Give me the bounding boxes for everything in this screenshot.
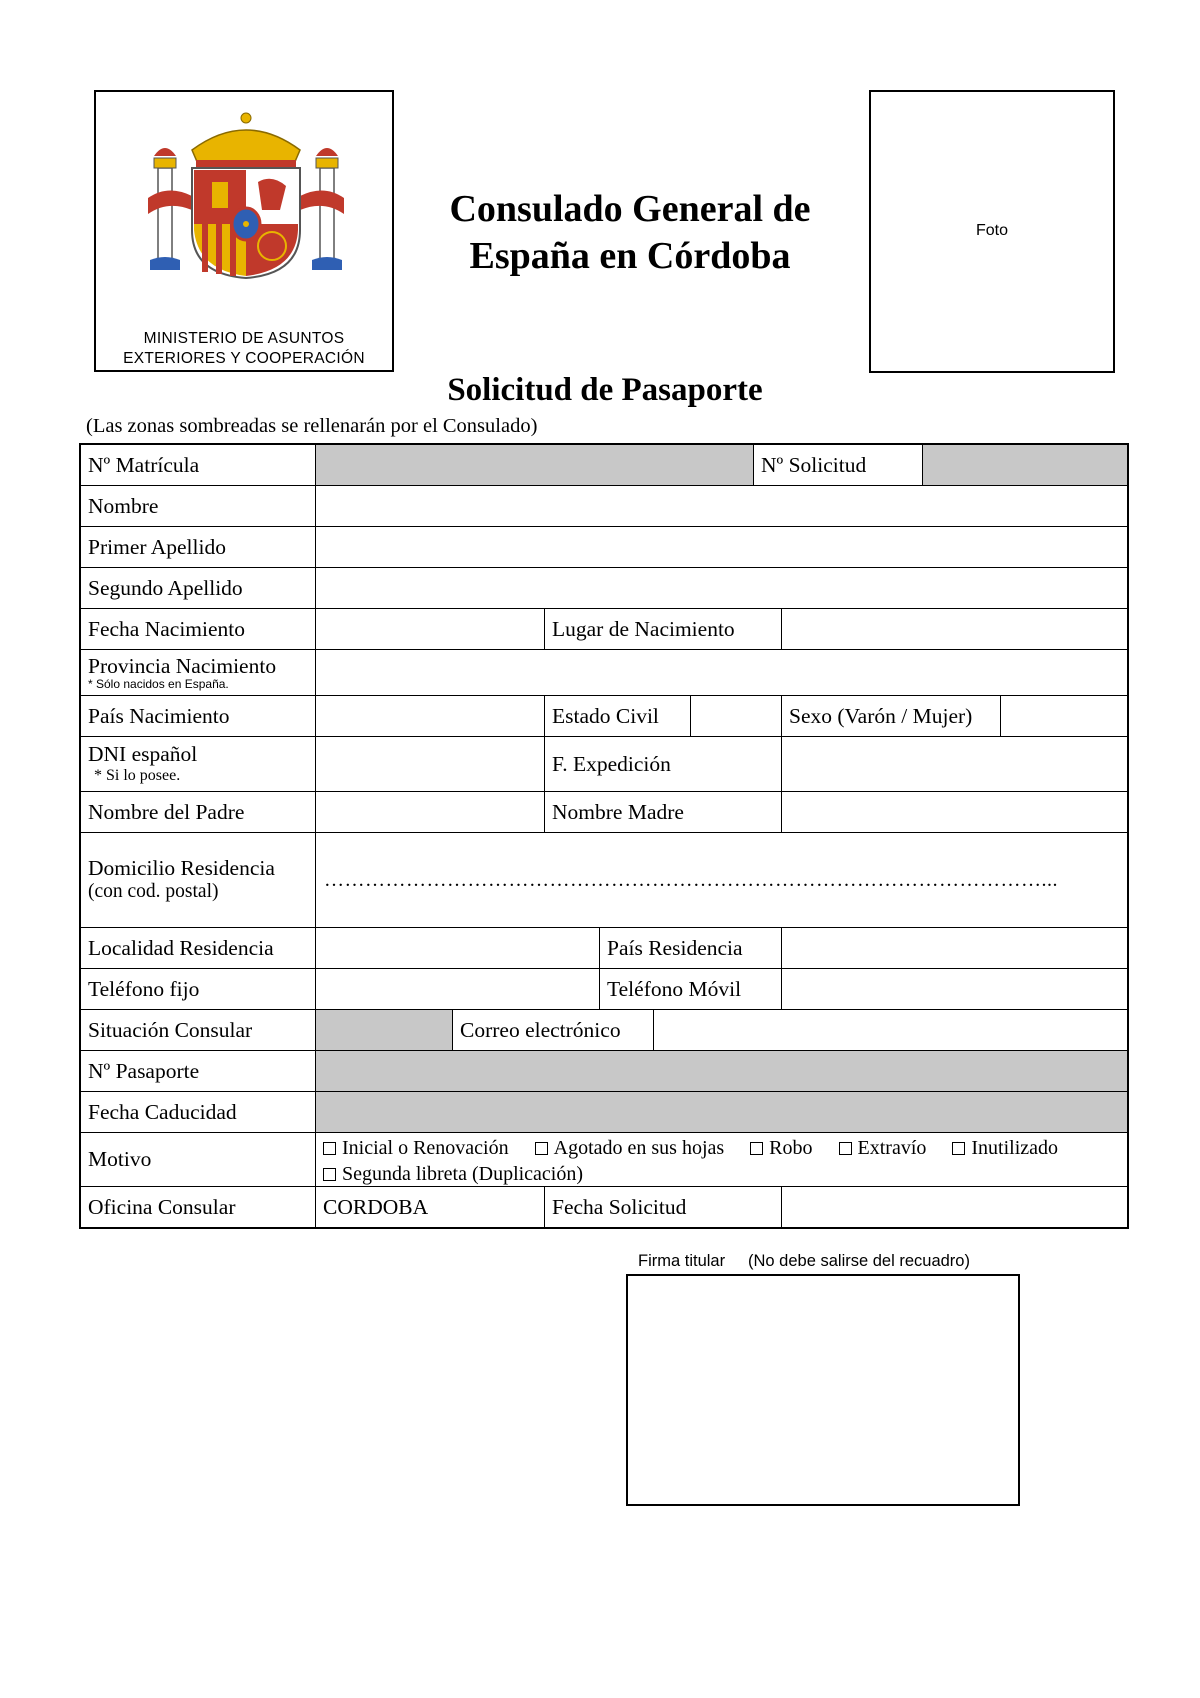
- label-estado-civil: Estado Civil: [544, 695, 691, 737]
- shaded-areas-note: (Las zonas sombreadas se rellenarán por el Consulado): [86, 415, 538, 437]
- label-pais-residencia: País Residencia: [599, 927, 782, 969]
- ministry-logo-box: [94, 90, 394, 372]
- label-pasaporte: Nº Pasaporte: [80, 1050, 316, 1092]
- fecha-caducidad-field: [315, 1091, 1128, 1133]
- label-lugar-nacimiento: Lugar de Nacimiento: [544, 608, 782, 650]
- label-fecha-nacimiento: Fecha Nacimiento: [80, 608, 316, 650]
- fecha-nacimiento-field[interactable]: [315, 608, 545, 650]
- label-segundo-apellido: Segundo Apellido: [80, 567, 316, 609]
- label-fecha-caducidad: Fecha Caducidad: [80, 1091, 316, 1133]
- photo-label: Foto: [975, 222, 1008, 239]
- label-telefono-movil: Teléfono Móvil: [599, 968, 782, 1010]
- checkbox-icon[interactable]: [535, 1142, 548, 1155]
- ministry-name-line2: EXTERIORES Y COOPERACIÓN: [123, 350, 365, 367]
- label-dni: [80, 736, 316, 792]
- label-sexo: Sexo (Varón / Mujer): [781, 695, 1001, 737]
- checkbox-icon[interactable]: [323, 1142, 336, 1155]
- consulate-title-line1: Consulado General de: [449, 188, 811, 230]
- pais-residencia-field[interactable]: [781, 927, 1128, 969]
- motivo-options: [315, 1132, 1128, 1187]
- consulate-title-line2: España en Córdoba: [469, 235, 791, 277]
- pais-nacimiento-field[interactable]: [315, 695, 545, 737]
- label-oficina-consular: Oficina Consular: [80, 1186, 316, 1228]
- form-title: Solicitud de Pasaporte: [447, 372, 763, 408]
- dni-note: * Si lo posee.: [94, 767, 181, 785]
- lugar-nacimiento-field[interactable]: [781, 608, 1128, 650]
- motivo-option-robo[interactable]: Robo: [750, 1135, 812, 1161]
- motivo-option-inicial[interactable]: Inicial o Renovación: [323, 1135, 509, 1161]
- primer-apellido-field[interactable]: [315, 526, 1128, 568]
- label-solicitud: Nº Solicitud: [753, 444, 923, 486]
- label-correo: Correo electrónico: [452, 1009, 654, 1051]
- consulate-title: [420, 186, 840, 280]
- signature-title: Firma titular: [638, 1252, 726, 1270]
- estado-civil-field[interactable]: [690, 695, 782, 737]
- domicilio-dots: ……………………………………………………………………………………………...: [324, 868, 1058, 891]
- telefono-movil-field[interactable]: [781, 968, 1128, 1010]
- coat-of-arms-icon: [148, 110, 344, 292]
- oficina-consular-value: CORDOBA: [315, 1186, 545, 1228]
- label-f-expedicion: F. Expedición: [544, 736, 782, 792]
- pasaporte-field: [315, 1050, 1128, 1092]
- solicitud-field: [922, 444, 1128, 486]
- segundo-apellido-field[interactable]: [315, 567, 1128, 609]
- label-fecha-solicitud: Fecha Solicitud: [544, 1186, 782, 1228]
- dni-field[interactable]: [315, 736, 545, 792]
- nombre-padre-field[interactable]: [315, 791, 545, 833]
- domicilio-label-line2: (con cod. postal): [88, 881, 219, 903]
- ministry-name-line1: MINISTERIO DE ASUNTOS: [143, 330, 345, 347]
- checkbox-icon[interactable]: [750, 1142, 763, 1155]
- checkbox-icon[interactable]: [952, 1142, 965, 1155]
- fecha-solicitud-field[interactable]: [781, 1186, 1128, 1228]
- motivo-option-segunda-libreta[interactable]: Segunda libreta (Duplicación): [323, 1161, 583, 1187]
- label-pais-nacimiento: País Nacimiento: [80, 695, 316, 737]
- label-situacion-consular: Situación Consular: [80, 1009, 316, 1051]
- label-domicilio: [80, 832, 316, 928]
- matricula-field: [315, 444, 754, 486]
- signature-label: [638, 1252, 970, 1271]
- signature-box[interactable]: [626, 1274, 1020, 1506]
- dni-label: DNI español: [88, 742, 198, 767]
- photo-box[interactable]: [869, 90, 1115, 373]
- sexo-field[interactable]: [1000, 695, 1128, 737]
- label-primer-apellido: Primer Apellido: [80, 526, 316, 568]
- label-telefono-fijo: Teléfono fijo: [80, 968, 316, 1010]
- label-nombre-padre: Nombre del Padre: [80, 791, 316, 833]
- domicilio-label-line1: Domicilio Residencia: [88, 856, 275, 881]
- checkbox-icon[interactable]: [839, 1142, 852, 1155]
- label-localidad-residencia: Localidad Residencia: [80, 927, 316, 969]
- situacion-consular-field: [315, 1009, 453, 1051]
- provincia-note: * Sólo nacidos en España.: [88, 677, 229, 692]
- localidad-residencia-field[interactable]: [315, 927, 600, 969]
- nombre-madre-field[interactable]: [781, 791, 1128, 833]
- label-provincia-nacimiento: [80, 649, 316, 696]
- motivo-option-inutilizado[interactable]: Inutilizado: [952, 1135, 1058, 1161]
- label-nombre-madre: Nombre Madre: [544, 791, 782, 833]
- signature-note: (No debe salirse del recuadro): [748, 1252, 970, 1270]
- label-motivo: Motivo: [80, 1132, 316, 1187]
- label-matricula: Nº Matrícula: [80, 444, 316, 486]
- telefono-fijo-field[interactable]: [315, 968, 600, 1010]
- provincia-nacimiento-field[interactable]: [315, 649, 1128, 696]
- checkbox-icon[interactable]: [323, 1168, 336, 1181]
- nombre-field[interactable]: [315, 485, 1128, 527]
- label-nombre: Nombre: [80, 485, 316, 527]
- provincia-nacimiento-label: Provincia Nacimiento: [88, 653, 277, 678]
- correo-field[interactable]: [653, 1009, 1128, 1051]
- motivo-option-extravio[interactable]: Extravío: [839, 1135, 927, 1161]
- motivo-option-agotado[interactable]: Agotado en sus hojas: [535, 1135, 725, 1161]
- f-expedicion-field[interactable]: [781, 736, 1128, 792]
- domicilio-field[interactable]: [315, 832, 1128, 928]
